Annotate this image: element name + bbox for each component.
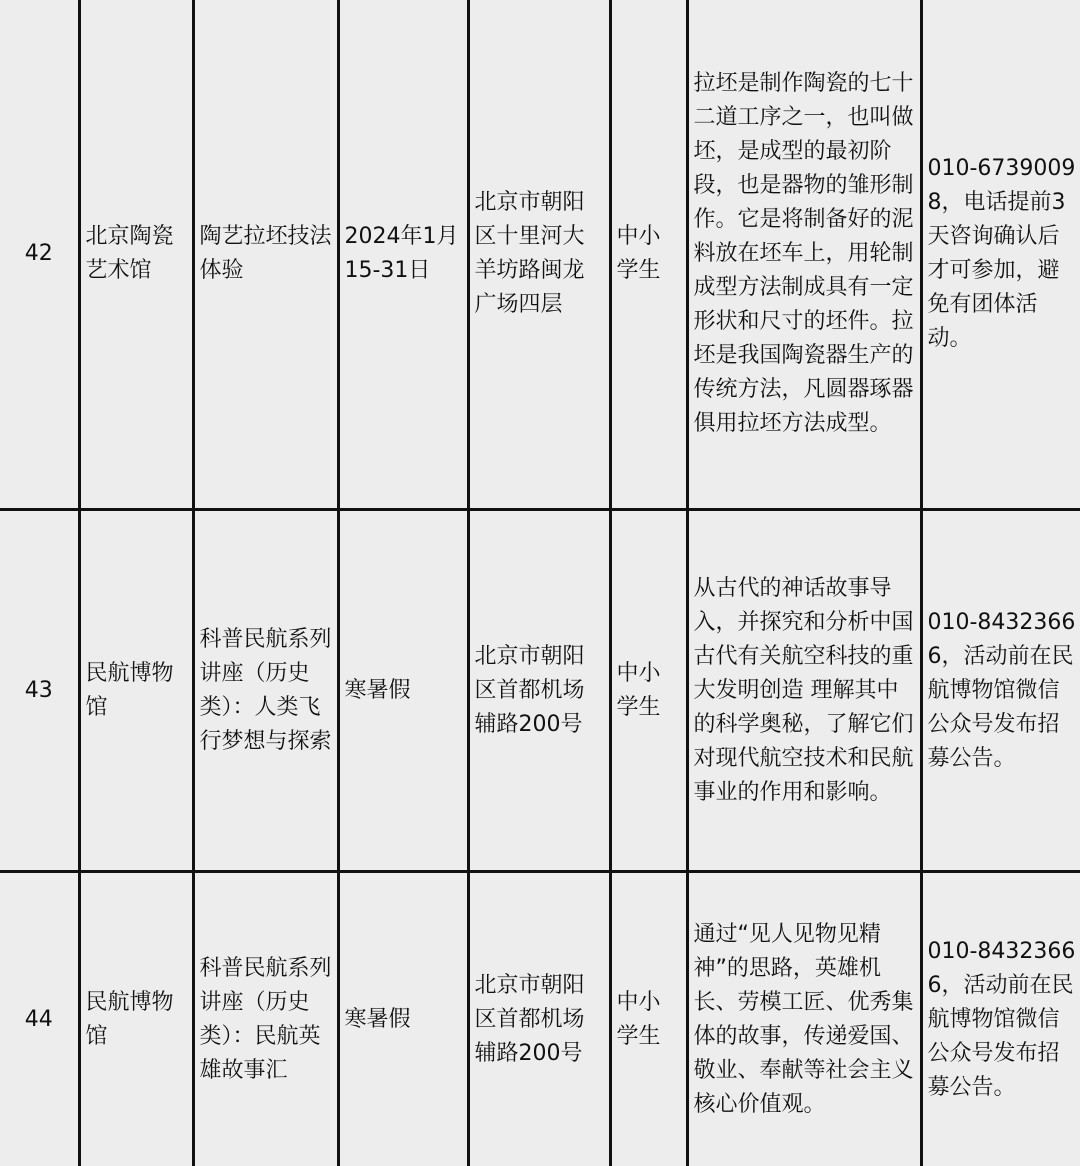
address-cell: 北京市朝阳区首都机场辅路200号 [468, 510, 610, 872]
venue-cell: 北京陶瓷艺术馆 [79, 0, 193, 510]
description-cell: 从古代的神话故事导入，并探究和分析中国古代有关航空科技的重大发明创造 理解其中的科学奥秘，了解它们对现代航空技术和民航事业的作用和影响。 [687, 510, 921, 872]
table-row [0, 510, 1080, 872]
address-cell: 北京市朝阳区首都机场辅路200号 [468, 872, 610, 1166]
audience-cell: 中小学生 [610, 872, 687, 1166]
venue-cell: 民航博物馆 [79, 510, 193, 872]
contact-cell: 010-84323666，活动前在民航博物馆微信公众号发布招募公告。 [921, 510, 1080, 872]
row-number: 42 [0, 0, 79, 510]
activity-cell: 科普民航系列讲座（历史类）：民航英雄故事汇 [193, 872, 338, 1166]
contact-cell: 010-84323666，活动前在民航博物馆微信公众号发布招募公告。 [921, 872, 1080, 1166]
row-number: 44 [0, 872, 79, 1166]
table-row [0, 0, 1080, 510]
description-cell: 拉坯是制作陶瓷的七十二道工序之一，也叫做坯，是成型的最初阶段，也是器物的雏形制作。它是将制备好的泥料放在坯车上，用轮制成型方法制成具有一定形状和尺寸的坯件。拉坯是我国陶瓷器生产的传统方法，凡圆器琢器俱用拉坯方法成型。 [687, 0, 921, 510]
table-row [0, 872, 1080, 1166]
row-number: 43 [0, 510, 79, 872]
time-cell: 寒暑假 [338, 510, 468, 872]
time-cell: 寒暑假 [338, 872, 468, 1166]
audience-cell: 中小学生 [610, 0, 687, 510]
activity-cell: 陶艺拉坯技法体验 [193, 0, 338, 510]
description-cell: 通过“见人见物见精神”的思路，英雄机长、劳模工匠、优秀集体的故事，传递爱国、敬业、奉献等社会主义核心价值观。 [687, 872, 921, 1166]
activity-cell: 科普民航系列讲座（历史类）：人类飞行梦想与探索 [193, 510, 338, 872]
audience-cell: 中小学生 [610, 510, 687, 872]
contact-cell: 010-67390098，电话提前3天咨询确认后才可参加，避免有团体活动。 [921, 0, 1080, 510]
time-cell: 2024年1月15-31日 [338, 0, 468, 510]
address-cell: 北京市朝阳区十里河大羊坊路闽龙广场四层 [468, 0, 610, 510]
venue-cell: 民航博物馆 [79, 872, 193, 1166]
